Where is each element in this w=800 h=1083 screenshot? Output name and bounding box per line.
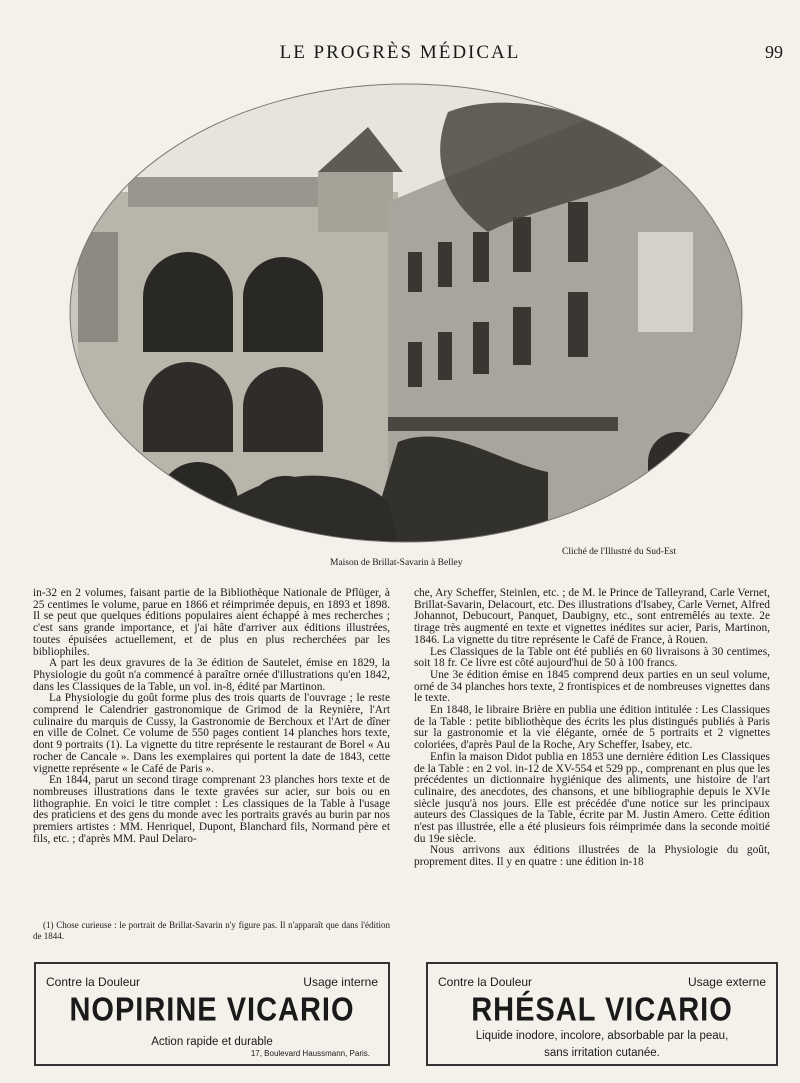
paragraph: che, Ary Scheffer, Steinlen, etc. ; de M. le Prince de Talleyrand, Carle Vernet, Brillat-Savarin, Delacourt, etc. Des illustrations d'Isabey, Carle Vernet, Alfred Johannot, Debucourt, Panquet, Daubigny, etc., sont entremêlés au texte. 2e tirage très augmenté en texte et vignettes inédites sur acier, Paris, Martinon, 1846. La vignette du titre représente le Café de France, à Rouen. bbox=[414, 587, 770, 646]
ad-description: Action rapide et durable bbox=[151, 1036, 273, 1048]
footnote: (1) Chose curieuse : le portrait de Brillat-Savarin n'y figure pas. Il n'apparaît que dans l'édition de 1844. bbox=[33, 920, 390, 941]
advertisement-rhesal bbox=[426, 962, 778, 1066]
left-text-column bbox=[33, 588, 390, 845]
paragraph: in-32 en 2 volumes, faisant partie de la Bibliothèque Nationale de Pflüger, à 25 centimes le volume, parue en 1866 et réimprimée depuis, en 1893 et 1898. Il se peut que quelques éditions populaires aient échappé à mes recherches ; c'est sans grande importance, et j'ai hâte d'arriver aux éditions illustrées, toutes épuisées actuellement, et de plus en plus recherchées par les bibliophiles. bbox=[33, 587, 390, 658]
ad-description: Liquide inodore, incolore, absorbable par la peau, bbox=[475, 1030, 729, 1042]
ad-address: 17, Boulevard Haussmann, Paris. bbox=[250, 1049, 370, 1058]
page-number: 99 bbox=[765, 42, 783, 62]
right-text-column bbox=[414, 588, 770, 869]
paragraph: Nous arrivons aux éditions illustrées de la Physiologie du goût, proprement dites. Il y en quatre : une édition in-18 bbox=[414, 844, 770, 869]
paragraph: En 1848, le libraire Brière en publia une édition intitulée : Les Classiques de la Table : petite bibliothèque des écrits les plus distingués publiés à Paris sur la gastronomie et la vie élégante, ornée de 5 portraits et 2 vignettes coloriées, d'après Paul de la Roche, Ary Scheffer, Isabey, etc. bbox=[414, 704, 770, 752]
ad-usage: Usage externe bbox=[687, 975, 766, 989]
ad-product-name: RHÉSAL VICARIO bbox=[471, 991, 733, 1029]
ad-tagline: Contre la Douleur bbox=[438, 975, 533, 989]
paragraph: La Physiologie du goût forme plus des trois quarts de l'ouvrage ; le reste comprend le Calendrier gastronomique de Grimod de la Reynière, l'Art culinaire du marquis de Cussy, la Gastronomie de Berchoux et l'Art de dîner en ville de Colnet. Ce volume de 550 pages contient 14 planches hors texte, dont 9 portraits (1). La vignette du titre représente le restaurant de Borel « Au rocher de Cancale ». Dans les exemplaires qui portent la date de 1843, cette vignette représente « le Café de Paris ». bbox=[33, 692, 390, 775]
ad-description-2: sans irritation cutanée. bbox=[544, 1047, 660, 1059]
figure-caption: Maison de Brillat-Savarin à Belley bbox=[330, 558, 463, 568]
photo-maison-brillat-savarin bbox=[68, 82, 744, 544]
paragraph: Une 3e édition émise en 1845 comprend deux parties en un seul volume, orné de 34 planches hors texte, 2 frontispices et de nombreuses vignettes dans le texte. bbox=[414, 668, 770, 705]
advertisement-nopirine bbox=[34, 962, 390, 1066]
ad-product-name: NOPIRINE VICARIO bbox=[69, 991, 355, 1029]
ad-tagline: Contre la Douleur bbox=[46, 975, 141, 989]
paragraph: En 1844, parut un second tirage comprenant 23 planches hors texte et de nombreuses illustrations dans le texte gravées sur acier, sur bois ou en lithographie. En voici le titre complet : Les classiques de la Table à l'usage des praticiens et des gens du monde avec les portraits gravés au burin par nos premiers artistes : MM. Henriquel, Dupont, Blanchard fils, Normand père et fils, etc. ; d'après MM. Paul Delaro- bbox=[33, 774, 390, 845]
paragraph: Enfin la maison Didot publia en 1853 une dernière édition Les Classiques de la Table : en 2 vol. in-12 de XV-554 et 529 pp., comprenant en plus que les précédentes un dictionnaire hygiénique des aliments, une histoire de l'art culinaire, des anecdotes, des chansons, et une bibliographie depuis le XVIe siècle jusqu'à nos jours. Elle est précédée d'une notice sur les principaux auteurs des Classiques de la Table, écrite par M. Justin Amero. Cette édition n'est pas illustrée, elle a été plusieurs fois réimprimée dans la seconde moitié du 19e siècle. bbox=[414, 750, 770, 845]
figure-credit: Cliché de l'Illustré du Sud-Est bbox=[562, 547, 677, 557]
ad-usage: Usage interne bbox=[303, 975, 378, 989]
paragraph: Les Classiques de la Table ont été publiés en 60 livraisons à 30 centimes, soit 18 fr. Ce livre est côté aujourd'hui de 50 à 100 francs. bbox=[414, 645, 770, 670]
journal-title: LE PROGRÈS MÉDICAL bbox=[279, 42, 521, 63]
paragraph: A part les deux gravures de la 3e édition de Sautelet, émise en 1829, la Physiologie du goût n'a commencé à paraître ornée d'illustrations qu'en 1842, dans les Classiques de la Table, un vol. in-8, édité par Martinon. bbox=[33, 657, 390, 693]
